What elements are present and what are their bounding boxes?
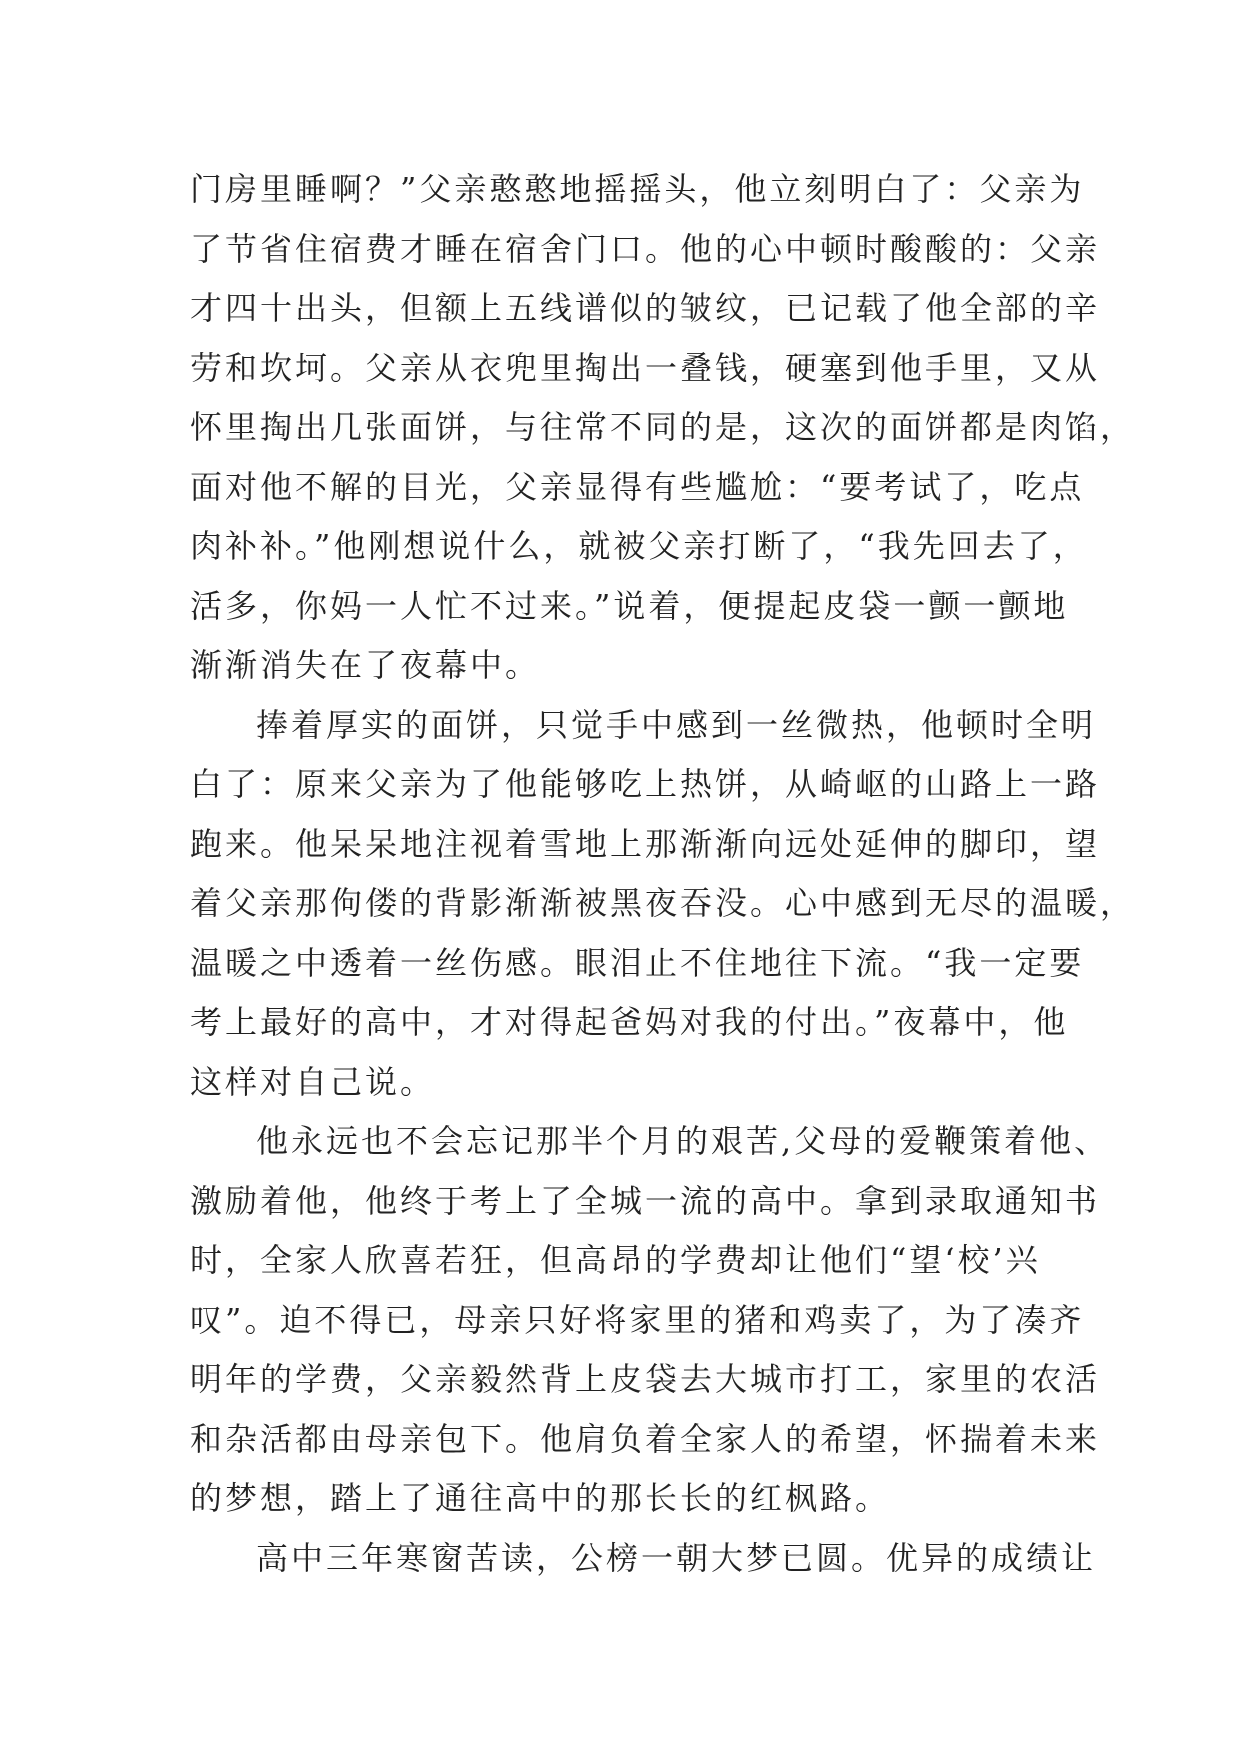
text-line: 温暖之中透着一丝伤感。眼泪止不住地往下流。“我一定要 xyxy=(190,943,1085,982)
body-text xyxy=(190,160,1136,1588)
paragraph-4 xyxy=(190,1529,1097,1589)
text-line: 明年的学费，父亲毅然背上皮袋去大城市打工，家里的农活 xyxy=(190,1360,1101,1398)
text-line: 了节省住宿费才睡在宿舍门口。他的心中顿时酸酸的：父亲 xyxy=(190,229,1101,268)
text-line: 时，全家人欣喜若狂，但高昂的学费却让他们“望‘校’兴 xyxy=(190,1241,1041,1279)
text-line: 高中三年寒窗苦读，公榜一朝大梦已圆。优异的成绩让 xyxy=(256,1538,1097,1577)
text-line: 叹”。迫不得已，母亲只好将家里的猪和鸡卖了，为了凑齐 xyxy=(190,1300,1085,1339)
text-line: 渐渐消失在了夜幕中。 xyxy=(190,646,541,684)
text-line: 门房里睡啊？”父亲憨憨地摇摇头，他立刻明白了：父亲为 xyxy=(190,170,1085,208)
text-line: 捧着厚实的面饼，只觉手中感到一丝微热，他顿时全明 xyxy=(256,705,1097,744)
text-line: 才四十出头，但额上五线谱似的皱纹，已记载了他全部的辛 xyxy=(190,289,1101,327)
paragraph-2 xyxy=(190,696,1136,1113)
text-line: 怀里掏出几张面饼，与往常不同的是，这次的面饼都是肉馅， xyxy=(190,408,1136,446)
text-line: 考上最好的高中，才对得起爸妈对我的付出。”夜幕中，他 xyxy=(190,1003,1069,1041)
text-line: 肉补补。”他刚想说什么，就被父亲打断了，“我先回去了， xyxy=(190,527,1088,565)
text-line: 着父亲那佝偻的背影渐渐被黑夜吞没。心中感到无尽的温暖， xyxy=(190,884,1136,922)
text-line: 活多，你妈一人忙不过来。”说着，便提起皮袋一颤一颤地 xyxy=(190,586,1069,625)
text-line: 面对他不解的目光，父亲显得有些尴尬：“要考试了，吃点 xyxy=(190,467,1085,506)
paragraph-1 xyxy=(190,160,1136,696)
paragraph-3 xyxy=(190,1112,1110,1529)
text-line: 劳和坎坷。父亲从衣兜里掏出一叠钱，硬塞到他手里，又从 xyxy=(190,348,1101,387)
text-line: 激励着他，他终于考上了全城一流的高中。拿到录取通知书 xyxy=(190,1181,1101,1220)
text-line: 白了：原来父亲为了他能够吃上热饼，从崎岖的山路上一路 xyxy=(190,765,1101,803)
text-line: 和杂活都由母亲包下。他肩负着全家人的希望，怀揣着未来 xyxy=(190,1419,1101,1458)
text-line: 的梦想，踏上了通往高中的那长长的红枫路。 xyxy=(190,1479,891,1517)
text-line: 跑来。他呆呆地注视着雪地上那渐渐向远处延伸的脚印，望 xyxy=(190,824,1101,863)
text-line: 这样对自己说。 xyxy=(190,1062,436,1101)
text-line: 他永远也不会忘记那半个月的艰苦,父母的爱鞭策着他、 xyxy=(256,1122,1110,1160)
